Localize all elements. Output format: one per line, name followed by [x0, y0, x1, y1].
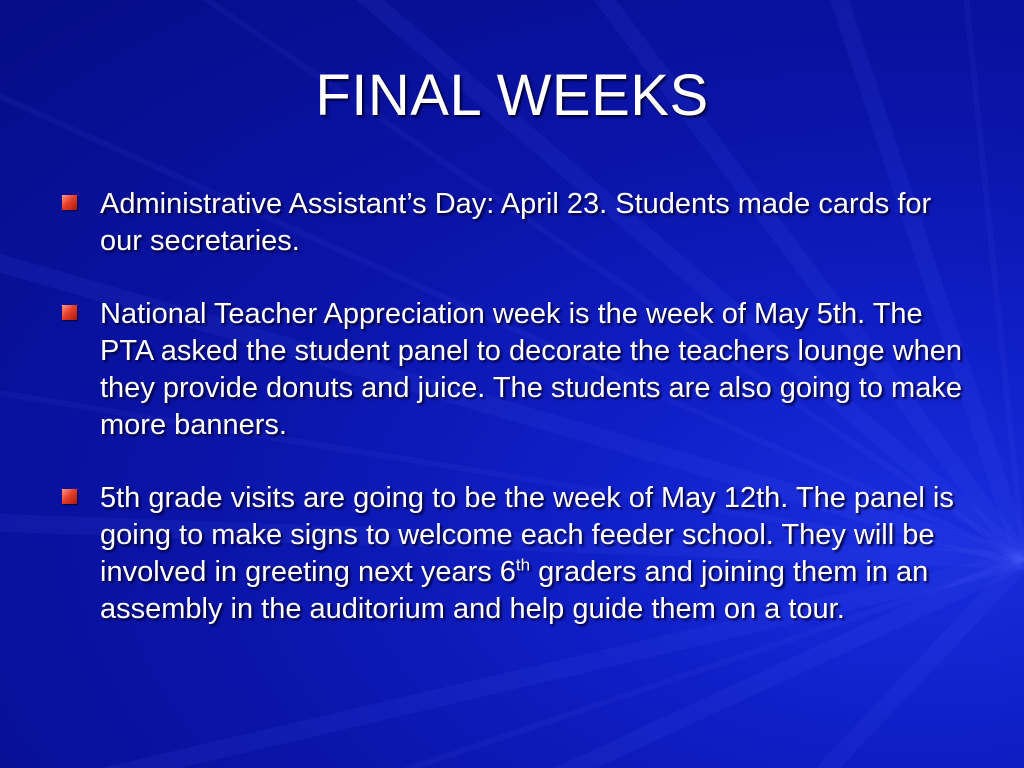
- bullet-item: [62, 186, 962, 260]
- slide-title: FINAL WEEKS: [315, 63, 709, 128]
- bullet-text-before: 5th grade visits are going to be the week of May 12th. The panel is going to make signs to welcome each feeder school. They will be involved in greeting next years 6: [100, 482, 954, 588]
- bullet-item: [62, 480, 962, 628]
- bullet-item: [62, 296, 962, 444]
- bullet-list: [62, 186, 962, 664]
- bullet-text: Administrative Assistant’s Day: April 23. Students made cards for our secretaries.: [100, 188, 932, 257]
- square-bullet-icon: [62, 195, 77, 210]
- bullet-text: National Teacher Appreciation week is the week of May 5th. The PTA asked the student panel to decorate the teachers lounge when they provide donuts and juice. The students are also going to make more banners.: [100, 298, 962, 441]
- bullet-text: [100, 480, 962, 628]
- square-bullet-icon: [62, 305, 77, 320]
- ordinal-superscript: th: [515, 555, 531, 575]
- square-bullet-icon: [62, 489, 77, 504]
- bullet-text-after: graders and joining them in an assembly in the auditorium and help guide them on a tour.: [100, 556, 929, 625]
